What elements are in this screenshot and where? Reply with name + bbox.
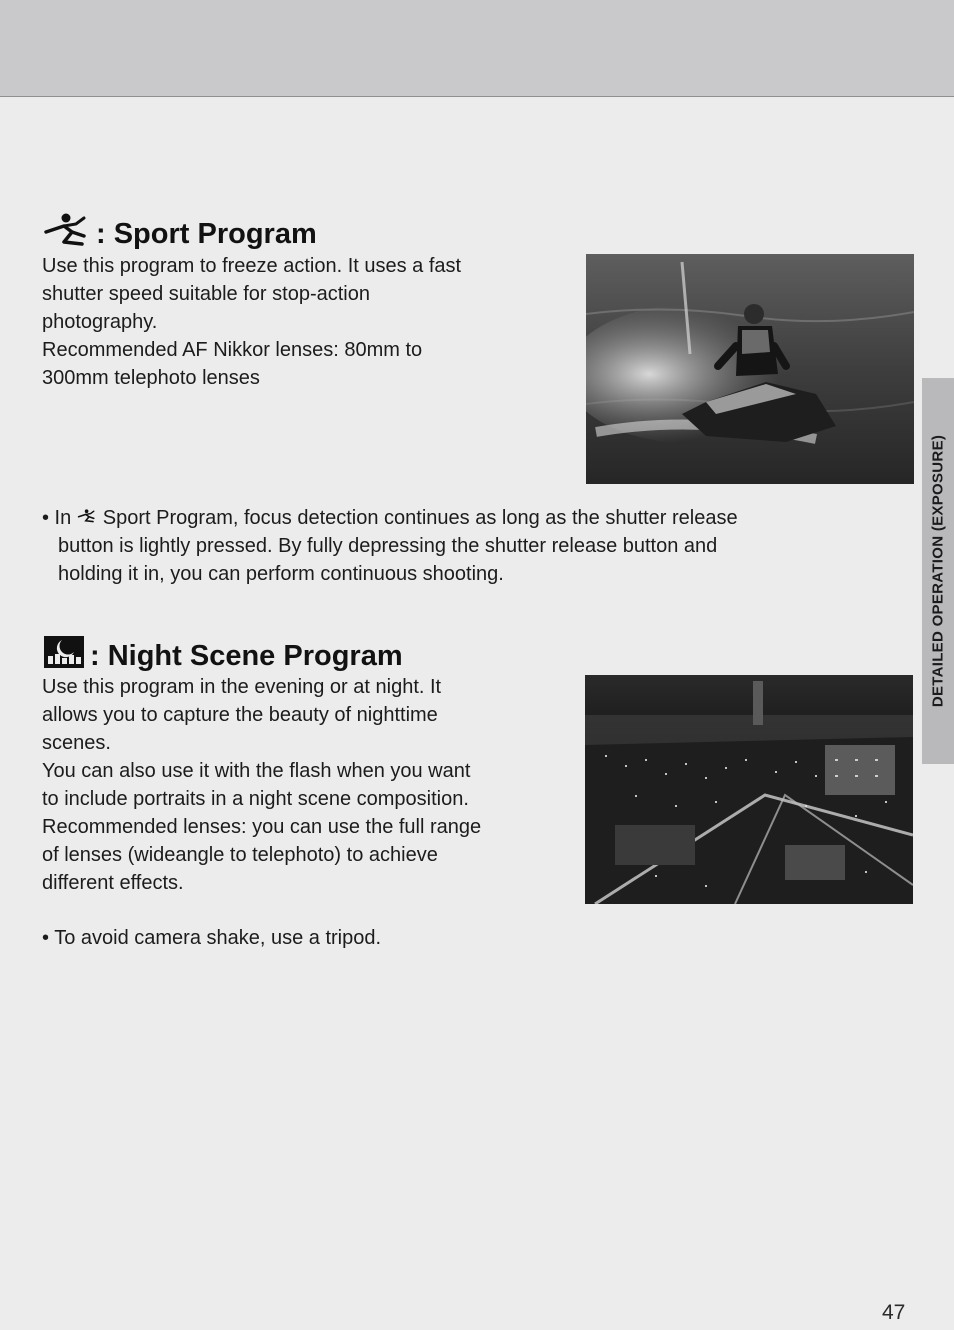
night-city-photo xyxy=(585,675,913,904)
night-scene-note: • To avoid camera shake, use a tripod. xyxy=(42,927,382,949)
sport-text-line: photography. xyxy=(42,311,158,333)
night-text-line: You can also use it with the flash when you want xyxy=(42,760,471,782)
night-text-line: of lenses (wideangle to telephoto) to achieve xyxy=(42,844,438,866)
sport-note-line: holding it in, you can perform continuous shooting. xyxy=(58,563,504,585)
night-text-line: to include portraits in a night scene composition. xyxy=(42,788,469,810)
section-side-tab xyxy=(922,378,954,764)
sport-text-line: 300mm telephoto lenses xyxy=(42,367,260,389)
sport-program-heading xyxy=(42,212,317,256)
night-text-line: Recommended lenses: you can use the full range xyxy=(42,816,482,838)
page-number: 47 xyxy=(882,1301,906,1324)
jet-ski-rider-photo xyxy=(586,254,914,484)
night-text-line: different effects. xyxy=(42,872,184,894)
top-header-band xyxy=(0,0,954,97)
night-scene-description xyxy=(42,673,481,897)
sport-text-line: Use this program to freeze action. It uses a fast xyxy=(42,255,462,277)
night-scene-heading-text: : Night Scene Program xyxy=(90,639,403,672)
sport-runner-icon xyxy=(77,504,97,532)
night-text-line: Use this program in the evening or at night. It xyxy=(42,676,442,698)
sport-program-description xyxy=(42,252,461,392)
night-scene-program-heading xyxy=(42,634,403,678)
sport-runner-icon xyxy=(42,212,92,256)
sport-text-line: shutter speed suitable for stop-action xyxy=(42,283,370,305)
night-text-line: scenes. xyxy=(42,732,111,754)
sport-note-line: button is lightly pressed. By fully depressing the shutter release button and xyxy=(58,535,718,557)
side-tab-label: DETAILED OPERATION (EXPOSURE) xyxy=(929,434,947,708)
sport-note-line: Sport Program, focus detection continues as long as the shutter release xyxy=(97,507,738,529)
night-scene-icon xyxy=(42,634,86,678)
sport-text-line: Recommended AF Nikkor lenses: 80mm to xyxy=(42,339,423,361)
sport-program-note xyxy=(42,504,738,588)
sport-program-heading-text: : Sport Program xyxy=(96,217,317,250)
night-text-line: allows you to capture the beauty of nighttime xyxy=(42,704,438,726)
bullet-prefix: • In xyxy=(42,507,72,529)
